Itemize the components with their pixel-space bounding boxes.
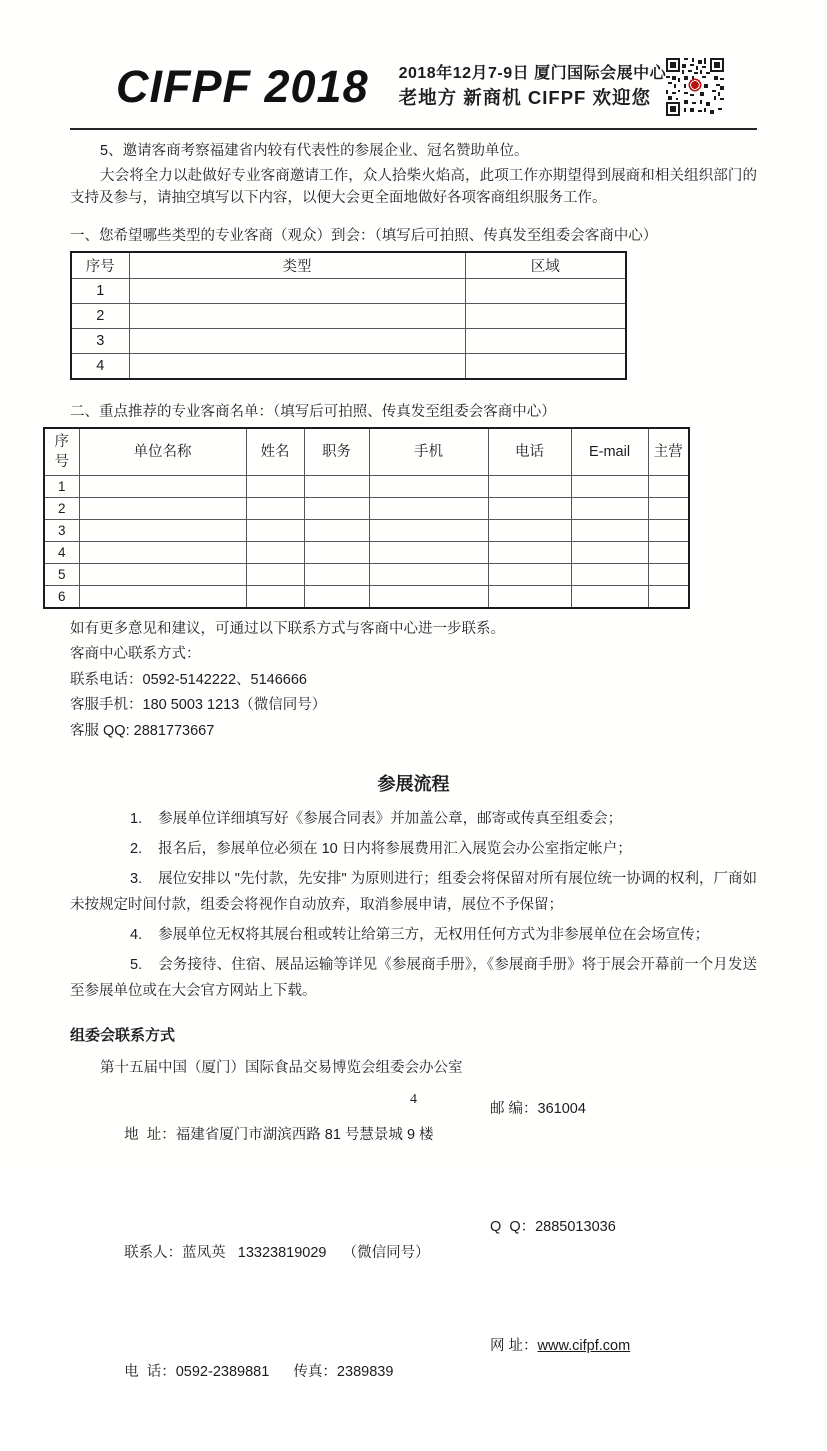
page-number: 4: [410, 1092, 417, 1107]
empty-cell: [304, 563, 369, 585]
empty-cell: [648, 519, 689, 541]
col-header-mobile: 手机: [369, 428, 488, 476]
empty-cell: [369, 563, 488, 585]
empty-cell: [304, 497, 369, 519]
committee-contact-person: 联系人：蓝凤英 13323819029 （微信同号）: [124, 1245, 430, 1261]
committee-phone-row: [100, 1333, 757, 1437]
empty-cell: [648, 563, 689, 585]
committee-postal: 邮 编：361004: [490, 1100, 586, 1117]
empty-cell: [488, 475, 571, 497]
header-divider: [70, 128, 757, 130]
item-text: 展位安排以 "先付款，先安排" 为原则进行；组委会将保留对所有展位统一协调的权利，厂商如未按规定时间付款，组委会将视作自动放弃，取消参展申请，展位不予保留；: [70, 871, 757, 913]
section1-title: 一、您希望哪些类型的专业客商（观众）到会：（填写后可拍照、传真发至组委会客商中心）: [70, 227, 658, 244]
recommended-merchants-table: [43, 427, 690, 609]
row-number: 2: [71, 303, 129, 328]
table-row: [44, 519, 689, 541]
empty-cell: [571, 585, 648, 608]
row-number: 5: [44, 563, 79, 585]
process-item: [70, 836, 757, 862]
table-header-row: [44, 428, 689, 476]
empty-cell: [465, 278, 626, 303]
empty-cell: [648, 475, 689, 497]
empty-cell: [304, 519, 369, 541]
empty-cell: [571, 541, 648, 563]
page-header: [70, 54, 757, 120]
row-number: 1: [44, 475, 79, 497]
merchant-center-qq: 客服 QQ: 2881773667: [70, 722, 215, 739]
empty-cell: [79, 519, 246, 541]
empty-cell: [79, 563, 246, 585]
committee-contact-row: [100, 1214, 757, 1318]
merchant-center-mobile: 客服手机：180 5003 1213（微信同号）: [70, 697, 327, 713]
feedback-note: 如有更多意见和建议，可通过以下联系方式与客商中心进一步联系。: [70, 620, 505, 637]
empty-cell: [246, 541, 304, 563]
empty-cell: [648, 497, 689, 519]
website-link[interactable]: www.cifpf.com: [537, 1337, 631, 1354]
empty-cell: [79, 475, 246, 497]
item-text: 参展单位详细填写好《参展合同表》并加盖公章，邮寄或传真至组委会；: [158, 811, 623, 827]
committee-web: [490, 1333, 630, 1359]
empty-cell: [369, 585, 488, 608]
process-item: [70, 952, 757, 1004]
empty-cell: [79, 585, 246, 608]
empty-cell: [304, 585, 369, 608]
empty-cell: [571, 475, 648, 497]
empty-cell: [465, 303, 626, 328]
visitor-type-table: [70, 251, 627, 380]
committee-address-row: [100, 1096, 757, 1200]
empty-cell: [369, 541, 488, 563]
table-row: [71, 353, 626, 379]
empty-cell: [571, 519, 648, 541]
header-event-info: [399, 62, 666, 112]
col-header-seq: 序号: [71, 252, 129, 279]
process-item: [70, 922, 757, 948]
item-number: 4.: [130, 927, 143, 943]
empty-cell: [129, 353, 465, 379]
empty-cell: [648, 541, 689, 563]
intro-item-5: 5、邀请客商考察福建省内较有代表性的参展企业、冠名赞助单位。: [100, 143, 529, 159]
empty-cell: [488, 497, 571, 519]
empty-cell: [246, 497, 304, 519]
row-number: 3: [44, 519, 79, 541]
col-header-email: E-mail: [571, 428, 648, 476]
item-number: 2.: [130, 841, 143, 857]
intro-paragraph: 大会将全力以赴做好专业客商邀请工作，众人拾柴火焰高，此项工作亦期望得到展商和相关组织部门的支持及参与，请抽空填写以下内容，以便大会更全面地做好各项客商组织服务工作。: [70, 167, 757, 206]
committee-address: 地 址：福建省厦门市湖滨西路 81 号慧景城 9 楼: [124, 1126, 434, 1143]
col-header-title: 职务: [304, 428, 369, 476]
event-date-venue: 2018年12月7-9日 厦门国际会展中心: [398, 65, 667, 82]
process-item: [70, 866, 757, 918]
empty-cell: [79, 541, 246, 563]
empty-cell: [488, 563, 571, 585]
section2-title: 二、重点推荐的专业客商名单：（填写后可拍照、传真发至组委会客商中心）: [70, 403, 556, 420]
col-header-name: 姓名: [246, 428, 304, 476]
empty-cell: [79, 497, 246, 519]
empty-cell: [129, 328, 465, 353]
empty-cell: [465, 328, 626, 353]
committee-qq: Q Q：2885013036: [490, 1219, 616, 1235]
empty-cell: [129, 303, 465, 328]
committee-heading: 组委会联系方式: [70, 1027, 176, 1044]
col-header-region: 区域: [465, 252, 626, 279]
row-number: 4: [44, 541, 79, 563]
empty-cell: [369, 475, 488, 497]
process-item: [70, 806, 757, 832]
col-header-company: 单位名称: [79, 428, 246, 476]
row-number: 4: [71, 353, 129, 379]
empty-cell: [246, 519, 304, 541]
table-row: [44, 541, 689, 563]
item-text: 会务接待、住宿、展品运输等详见《参展商手册》，《参展商手册》将于展会开幕前一个月发送至参展单位或在大会官方网站上下载。: [70, 957, 757, 999]
empty-cell: [488, 541, 571, 563]
row-number: 1: [71, 278, 129, 303]
table-row: [44, 475, 689, 497]
empty-cell: [369, 519, 488, 541]
empty-cell: [246, 563, 304, 585]
merchant-center-heading: 客商中心联系方式：: [70, 646, 201, 662]
website-label: 网 址：: [490, 1337, 538, 1354]
empty-cell: [648, 585, 689, 608]
table-row: [44, 563, 689, 585]
table-row: [71, 278, 626, 303]
row-number: 6: [44, 585, 79, 608]
empty-cell: [571, 497, 648, 519]
table-row: [71, 303, 626, 328]
col-header-seq: 序号: [44, 428, 79, 476]
item-number: 3.: [130, 871, 143, 887]
table-row: [44, 585, 689, 608]
empty-cell: [304, 475, 369, 497]
item-text: 参展单位无权将其展台租或转让给第三方，无权用任何方式为非参展单位在会场宣传；: [158, 927, 710, 943]
empty-cell: [488, 585, 571, 608]
table-row: [44, 497, 689, 519]
item-text: 报名后，参展单位必须在 10 日内将参展费用汇入展览会办公室指定帐户；: [158, 841, 632, 857]
col-header-type: 类型: [129, 252, 465, 279]
item-number: 1.: [130, 811, 143, 827]
cifpf-logo: CIFPF 2018: [116, 61, 369, 112]
empty-cell: [465, 353, 626, 379]
empty-cell: [488, 519, 571, 541]
committee-phone-fax: 电 话：0592-2389881 传真：2389839: [124, 1363, 394, 1380]
committee-office: 第十五届中国（厦门）国际食品交易博览会组委会办公室: [100, 1060, 463, 1076]
item-number: 5.: [130, 957, 143, 973]
table-header-row: [71, 252, 626, 279]
col-header-business: 主营: [648, 428, 689, 476]
process-title: 参展流程: [377, 774, 450, 794]
merchant-center-phone: 联系电话：0592-5142222、5146666: [70, 671, 307, 688]
empty-cell: [571, 563, 648, 585]
event-slogan: 老地方 新商机 CIFPF 欢迎您: [398, 87, 651, 109]
row-number: 3: [71, 328, 129, 353]
row-number: 2: [44, 497, 79, 519]
empty-cell: [246, 475, 304, 497]
empty-cell: [304, 541, 369, 563]
empty-cell: [129, 278, 465, 303]
table-row: [71, 328, 626, 353]
qr-code-icon: [666, 58, 724, 116]
empty-cell: [369, 497, 488, 519]
col-header-phone: 电话: [488, 428, 571, 476]
empty-cell: [246, 585, 304, 608]
